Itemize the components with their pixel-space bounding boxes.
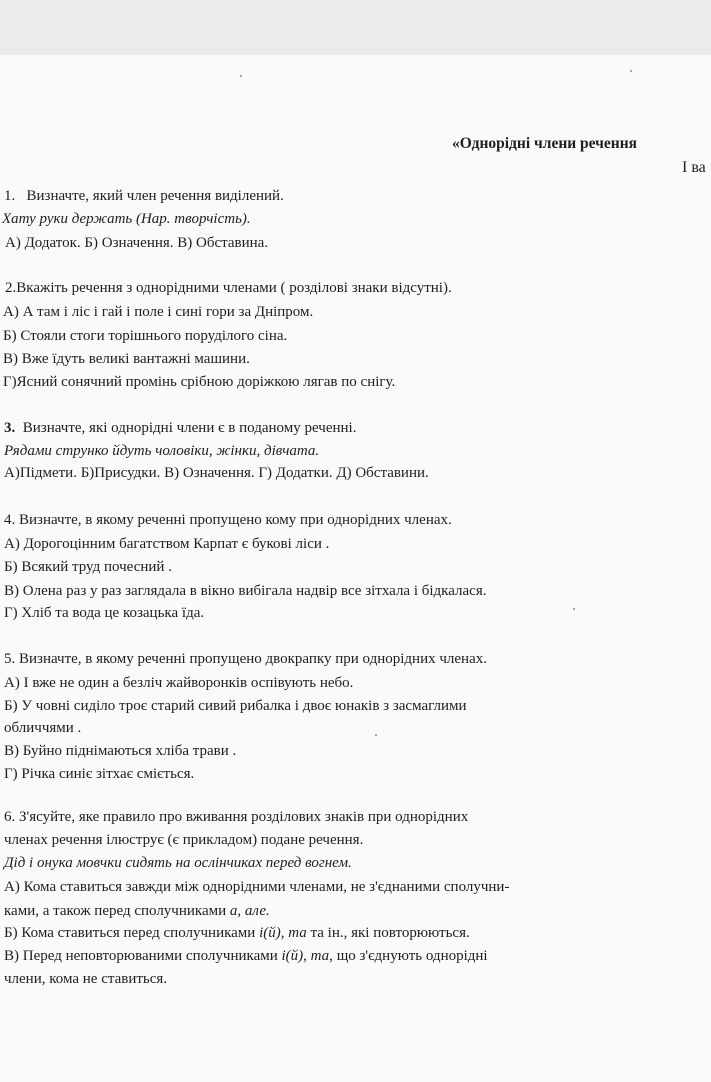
question-2-option-a: А) А там і ліс і гай і поле і сині гори за Дніпром. — [3, 304, 314, 320]
scan-speck — [630, 70, 632, 72]
question-6-option-a: А) Кома ставиться завжди між однорідними членами, не з'єднаними сполучни- — [4, 879, 510, 895]
scan-speck — [240, 75, 242, 77]
question-1-example: Хату руки держать (Нар. творчість). — [2, 211, 251, 227]
question-6-prompt: 6. З'ясуйте, яке правило про вживання розділових знаків при однорідних — [4, 809, 469, 825]
question-1-options: А) Додаток. Б) Означення. В) Обставина. — [5, 235, 269, 251]
question-6-option-b — [4, 924, 470, 942]
question-4-option-b: Б) Всякий труд почесний . — [4, 559, 172, 575]
question-5-option-a: А) І вже не один а безліч жайворонків оспівують небо. — [4, 675, 354, 691]
question-6-option-b-conjunctions: і(й), та — [259, 925, 307, 941]
question-6-option-a-continued — [4, 902, 270, 920]
question-6-option-c-conjunctions: і(й), та, — [281, 948, 333, 964]
worksheet-title: «Однорідні члени речення — [452, 135, 638, 152]
question-1-prompt: Визначте, який член речення виділений. — [26, 188, 284, 204]
question-6-option-b-text: Б) Кома ставиться перед сполучниками — [4, 925, 260, 941]
question-2-prompt: 2.Вкажіть речення з однорідними членами ( розділові знаки відсутні). — [5, 280, 452, 296]
question-5-option-c: В) Буйно піднімаються хліба трави . — [4, 743, 237, 759]
question-2-option-b: Б) Стояли стоги торішнього поруділого сіна. — [3, 328, 288, 344]
scan-speck — [375, 734, 377, 736]
question-6-option-c-tail: що з'єднують однорідні — [332, 948, 488, 964]
document-page — [0, 55, 711, 1082]
question-5-option-b: Б) У човні сиділо троє старий сивий рибалка і двоє юнаків з засмаглими — [4, 698, 467, 714]
question-6-example: Дід і онука мовчки сидять на ослінчиках перед вогнем. — [4, 855, 352, 871]
question-3-prompt: Визначте, які однорідні члени є в поданому реченні. — [22, 420, 357, 436]
scan-speck — [573, 608, 575, 610]
question-3-options: А)Підмети. Б)Присудки. В) Означення. Г) Додатки. Д) Обставини. — [4, 465, 429, 481]
question-4-prompt: 4. Визначте, в якому реченні пропущено кому при однорідних членах. — [4, 512, 452, 528]
question-4-option-c: В) Олена раз у раз заглядала в вікно вибігала надвір все зітхала і бідкалася. — [4, 583, 487, 599]
question-6-option-b-tail: та ін., які повторюються. — [306, 925, 470, 941]
question-6-option-a-text: ками, а також перед сполучниками — [4, 903, 230, 919]
question-4-option-d: Г) Хліб та вода це козацька їда. — [4, 605, 205, 621]
question-2-option-c: В) Вже їдуть великі вантажні машини. — [3, 351, 250, 367]
question-6-option-a-conjunctions: а, але. — [229, 903, 270, 919]
top-bar — [0, 0, 711, 55]
variant-label: I ва — [682, 159, 706, 176]
question-5-prompt: 5. Визначте, в якому реченні пропущено двокрапку при однорідних членах. — [4, 651, 487, 667]
question-3 — [4, 419, 356, 437]
question-6-option-c-text: В) Перед неповторюваними сполучниками — [4, 948, 282, 964]
question-3-example: Рядами струнко йдуть чоловіки, жінки, дівчата. — [4, 443, 320, 459]
question-6-option-c-continued: члени, кома не ставиться. — [4, 971, 168, 987]
question-1 — [4, 187, 284, 205]
question-6-prompt-continued: членах речення ілюструє (є прикладом) подане речення. — [4, 832, 364, 848]
question-3-number: 3. — [4, 420, 16, 436]
question-2-option-d: Г)Ясний сонячний промінь срібною доріжкою лягав по снігу. — [3, 374, 396, 390]
question-5-option-d: Г) Річка синіє зітхає сміється. — [4, 766, 195, 782]
question-6-option-c — [4, 947, 488, 965]
question-5-option-b-continued: обличчями . — [4, 720, 82, 736]
question-1-number: 1. — [4, 188, 16, 204]
question-4-option-a: А) Дорогоцінним багатством Карпат є букові ліси . — [4, 536, 330, 552]
